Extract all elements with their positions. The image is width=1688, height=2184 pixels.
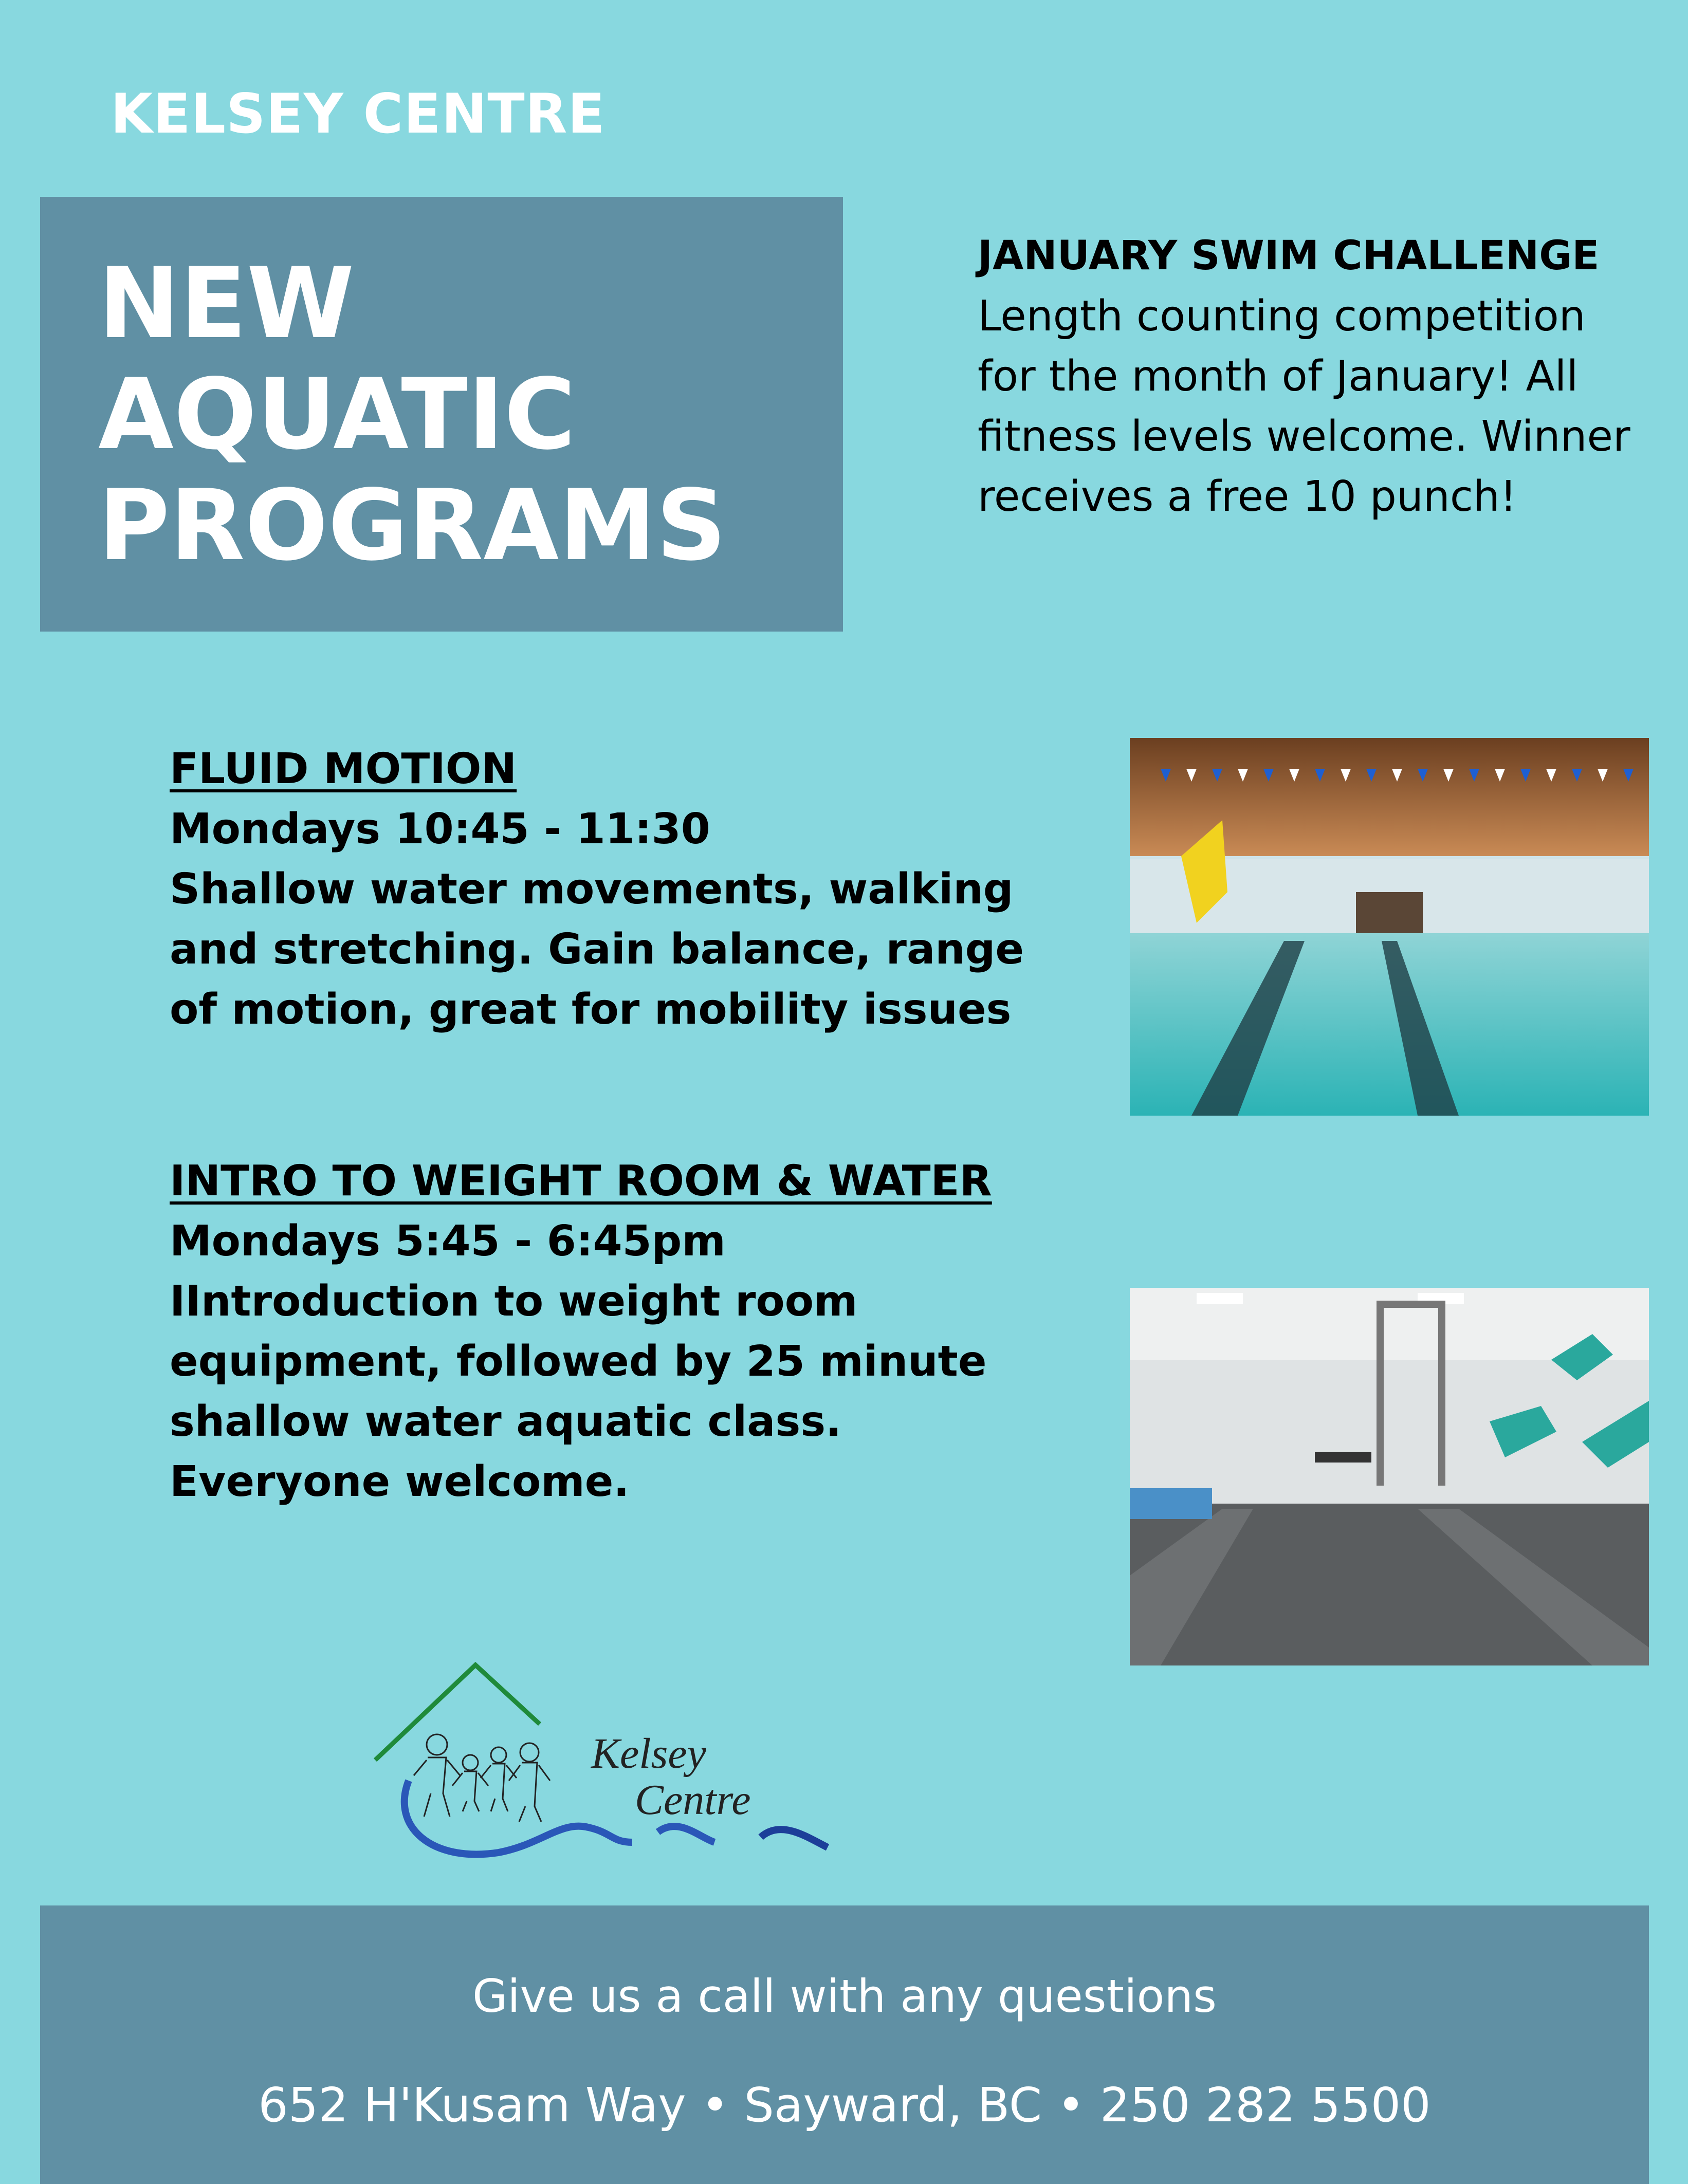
program-fluid-motion (170, 739, 1059, 1040)
program-title: FLUID MOTION (170, 745, 517, 793)
contact-address: 652 H'Kusam Way • Sayward, BC • 250 282 5500 (258, 2078, 1431, 2133)
kelsey-centre-logo (370, 1657, 864, 1873)
program-title: INTRO TO WEIGHT ROOM & WATER (170, 1157, 992, 1206)
contact-prompt: Give us a call with any questions (472, 1970, 1217, 2023)
program-description: Shallow water movements, walking and stretching. Gain balance, range of motion, great for mobility issues (170, 865, 1024, 1034)
title-line: NEW (98, 247, 355, 360)
challenge-heading: JANUARY SWIM CHALLENGE (978, 233, 1600, 279)
logo-text-kelsey: Kelsey (591, 1730, 706, 1778)
pool-photo (1130, 738, 1649, 1116)
weight-room-photo (1130, 1288, 1649, 1665)
program-weight-room (170, 1151, 1059, 1512)
title-line: AQUATIC (98, 358, 576, 471)
logo-text-centre: Centre (635, 1776, 751, 1824)
program-description: IIntroduction to weight room equipment, followed by 25 minute shallow water aquatic class. Everyone welcome. (170, 1277, 987, 1506)
swim-challenge (978, 226, 1630, 527)
title-line: PROGRAMS (98, 469, 727, 582)
program-schedule: Mondays 5:45 - 6:45pm (170, 1217, 726, 1266)
program-schedule: Mondays 10:45 - 11:30 (170, 805, 710, 854)
contact-footer (40, 1905, 1649, 2184)
centre-name: KELSEY CENTRE (111, 82, 606, 145)
challenge-body: Length counting competition for the month of January! All fitness levels welcome. Winner receives a free 10 punch! (978, 292, 1630, 521)
hero-panel (40, 197, 843, 632)
page-title (98, 248, 726, 581)
